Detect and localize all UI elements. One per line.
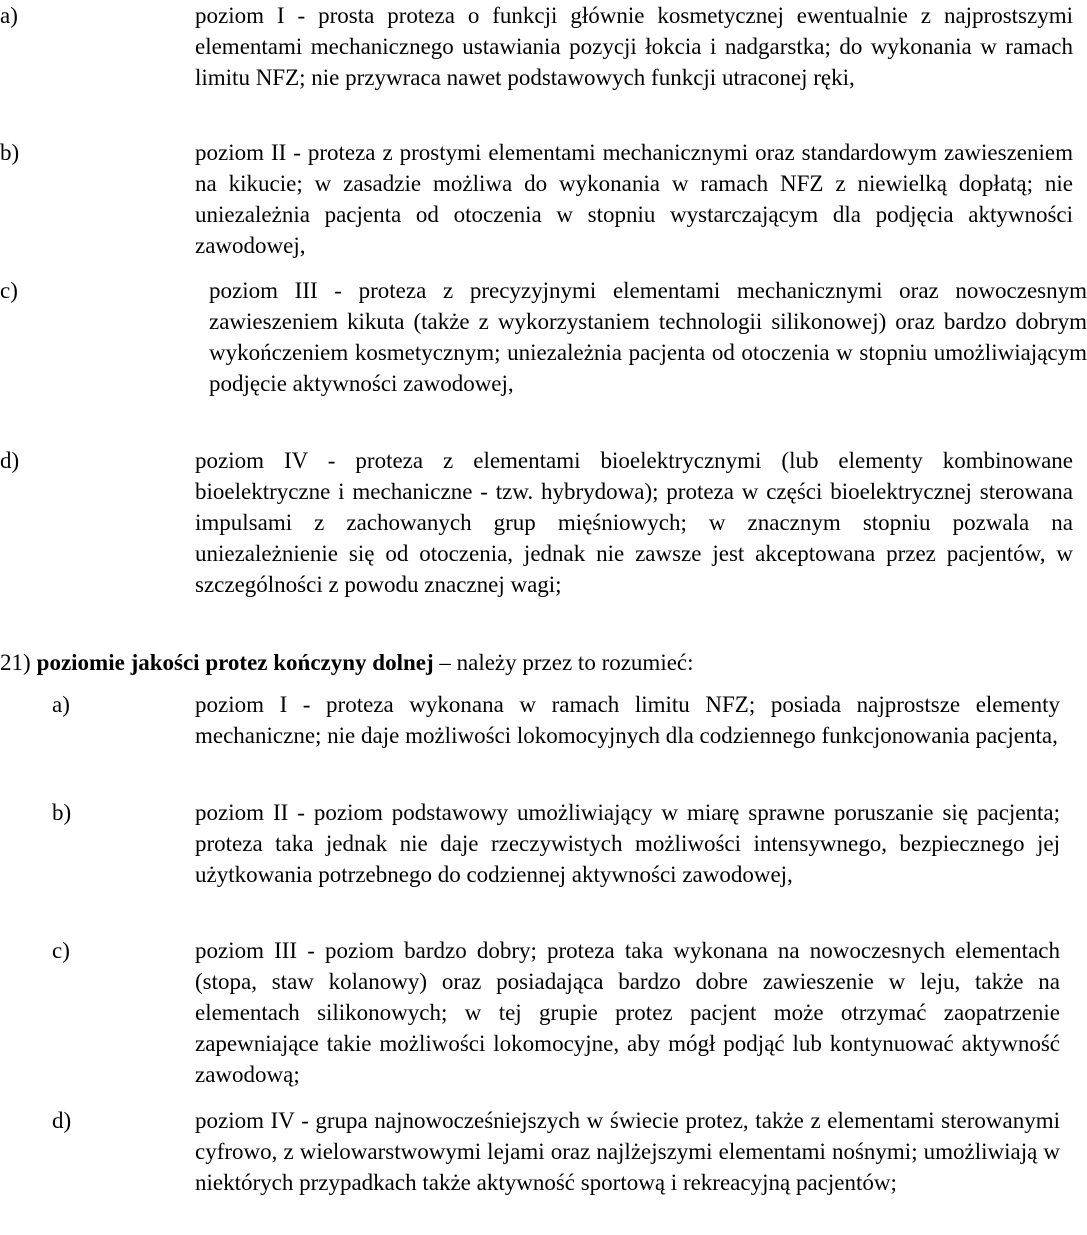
list-marker: c) (52, 938, 70, 963)
list-marker: d) (52, 1108, 72, 1133)
list-marker: b) (0, 140, 20, 165)
list-item-text: poziom IV - proteza z elementami bioelektrycznymi (lub elementy kombinowane bioelektryczne i mechaniczne - tzw. hybrydowa); proteza w części bioelektrycznej sterowana impulsami z zachowanych grup mięśniowych; w znacznym stopniu pozwala na uniezależnienie się od otoczenia, jednak nie zawsze jest akceptowana przez pacjentów, w szczególności z powodu znacznej wagi; (195, 448, 1073, 597)
section-number: 21) (0, 650, 31, 675)
list-item-text: poziom III - proteza z precyzyjnymi elementami mechanicznymi oraz nowoczesnym zawieszeniem kikuta (także z wykorzystaniem technologii silikonowej) oraz bardzo dobrym wykończeniem kosmetycznym; uniezależnia pacjenta od otoczenia w stopniu umożliwiającym podjęcie aktywności zawodowej, (209, 278, 1087, 396)
list-item-upper-limb-d (0, 445, 1073, 600)
list-item-lower-limb-d (0, 1105, 1060, 1198)
list-marker: d) (0, 448, 20, 473)
section-heading-term: poziomie jakości protez kończyny dolnej (36, 650, 434, 675)
list-marker: a) (0, 3, 18, 28)
list-item-upper-limb-c (0, 275, 1087, 399)
list-item-text: poziom I - proteza wykonana w ramach limitu NFZ; posiada najprostsze elementy mechaniczne; nie daje możliwości lokomocyjnych dla codziennego funkcjonowania pacjenta, (195, 692, 1060, 748)
list-item-text: poziom III - poziom bardzo dobry; proteza taka wykonana na nowoczesnych elementach (stopa, staw kolanowy) oraz posiadająca bardzo dobre zawieszenie w leju, także na elementach silikonowych; w tej grupie protez pacjent może otrzymać zaopatrzenie zapewniające takie możliwości lokomocyjne, aby mógł podjąć lub kontynuować aktywność zawodową; (195, 938, 1060, 1087)
list-item-lower-limb-a (0, 689, 1060, 751)
list-item-text: poziom II - proteza z prostymi elementami mechanicznymi oraz standardowym zawieszeniem na kikucie; w zasadzie możliwa do wykonania w ramach NFZ z niewielką dopłatą; nie uniezależnia pacjenta od otoczenia w stopniu wystarczającym dla podjęcia aktywności zawodowej, (195, 140, 1073, 258)
list-item-upper-limb-a (0, 0, 1073, 93)
section-heading-21 (0, 647, 694, 678)
list-marker: c) (0, 278, 18, 303)
list-item-text: poziom I - prosta proteza o funkcji głównie kosmetycznej ewentualnie z najprostszymi elementami mechanicznego ustawiania pozycji łokcia i nadgarstka; do wykonania w ramach limitu NFZ; nie przywraca nawet podstawowych funkcji utraconej ręki, (195, 3, 1073, 90)
list-item-text: poziom IV - grupa najnowocześniejszych w świecie protez, także z elementami sterowanymi cyfrowo, z wielowarstwowymi lejami oraz najlżejszymi elementami nośnymi; umożliwiają w niektórych przypadkach także aktywność sportową i rekreacyjną pacjentów; (195, 1108, 1060, 1195)
list-item-lower-limb-b (0, 797, 1060, 890)
section-heading-rest: – należy przez to rozumieć: (433, 650, 694, 675)
list-item-upper-limb-b (0, 137, 1073, 261)
list-marker: b) (52, 800, 72, 825)
list-item-lower-limb-c (0, 935, 1060, 1090)
list-marker: a) (52, 692, 70, 717)
list-item-text: poziom II - poziom podstawowy umożliwiający w miarę sprawne poruszanie się pacjenta; proteza taka jednak nie daje rzeczywistych możliwości intensywnego, bezpiecznego jej użytkowania potrzebnego do codziennej aktywności zawodowej, (195, 800, 1060, 887)
